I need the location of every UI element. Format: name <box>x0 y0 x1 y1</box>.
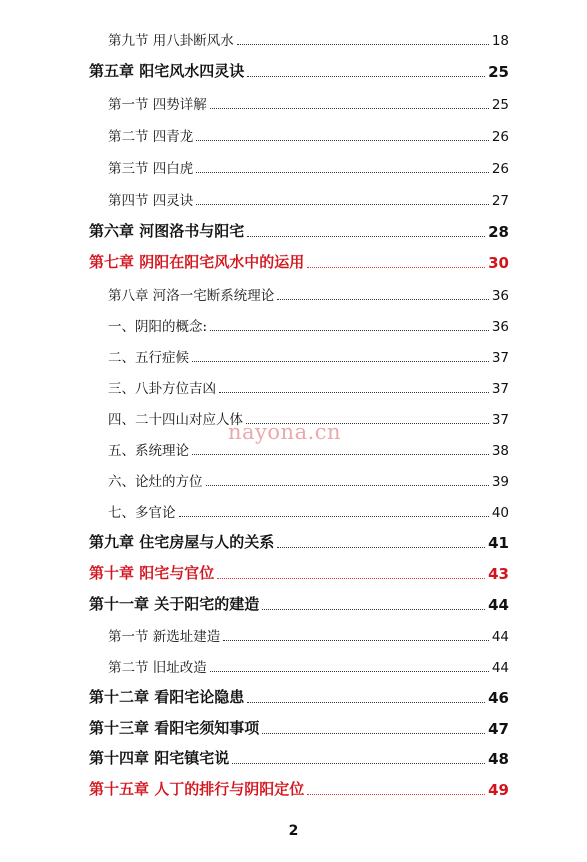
toc-entry-page: 38 <box>491 443 509 459</box>
toc-entry-title: 第四节 四灵诀 <box>108 193 194 209</box>
toc-entry-page: 26 <box>491 129 509 145</box>
toc-entry[interactable] <box>89 685 509 707</box>
dot-leader <box>196 172 489 173</box>
toc-entry[interactable] <box>108 282 509 304</box>
toc-entry[interactable] <box>89 592 509 614</box>
toc-entry-page: 25 <box>491 97 509 113</box>
watermark: nayona.cn <box>228 420 342 444</box>
toc-entry[interactable] <box>89 716 509 738</box>
toc-entry[interactable] <box>89 777 509 799</box>
dot-leader <box>192 454 489 455</box>
toc-entry-title: 第十四章 阳宅镇宅说 <box>89 749 230 767</box>
dot-leader <box>210 671 489 672</box>
toc-entry[interactable] <box>108 123 509 145</box>
toc-entry-page: 49 <box>488 781 509 799</box>
toc-entry-title: 第二节 四青龙 <box>108 129 194 145</box>
toc-entry[interactable] <box>89 530 509 552</box>
toc-entry-page: 28 <box>488 223 509 241</box>
toc-entry[interactable] <box>108 313 509 335</box>
toc-entry-title: 一、阴阳的概念: <box>108 319 208 335</box>
toc-entry-title: 二、五行症候 <box>108 350 189 366</box>
dot-leader <box>232 763 485 764</box>
toc-entry[interactable] <box>108 344 509 366</box>
toc-entry-title: 第一节 新选址建造 <box>108 629 221 645</box>
toc-entry[interactable] <box>89 219 509 241</box>
toc-entry[interactable] <box>89 561 509 583</box>
dot-leader <box>192 361 489 362</box>
toc-entry-page: 37 <box>491 412 509 428</box>
dot-leader <box>247 236 485 237</box>
toc-entry-title: 第十三章 看阳宅须知事项 <box>89 719 260 737</box>
toc-entry[interactable] <box>89 250 509 272</box>
toc-entry[interactable] <box>108 187 509 209</box>
page-number: 2 <box>288 823 299 839</box>
dot-leader <box>247 76 485 77</box>
dot-leader <box>262 733 485 734</box>
dot-leader <box>262 609 485 610</box>
toc-entry-title: 第七章 阴阳在阳宅风水中的运用 <box>89 253 305 271</box>
dot-leader <box>179 516 489 517</box>
toc-entry-title: 第二节 旧址改造 <box>108 660 207 676</box>
toc-entry-title: 五、系统理论 <box>108 443 189 459</box>
toc-entry-page: 36 <box>491 319 509 335</box>
toc-entry[interactable] <box>89 746 509 768</box>
toc-entry-title: 第十五章 人丁的排行与阴阳定位 <box>89 780 305 798</box>
dot-leader <box>277 547 485 548</box>
dot-leader <box>210 330 489 331</box>
toc-entry-title: 第九节 用八卦断风水 <box>108 33 234 49</box>
dot-leader <box>206 485 489 486</box>
toc-entry-page: 18 <box>491 33 509 49</box>
dot-leader <box>277 299 489 300</box>
toc-entry-title: 第十一章 关于阳宅的建造 <box>89 595 260 613</box>
toc-entry-page: 30 <box>488 254 509 272</box>
toc-entry[interactable] <box>108 155 509 177</box>
toc-entry-page: 39 <box>491 474 509 490</box>
toc-entry[interactable] <box>108 91 509 113</box>
toc-entry-page: 37 <box>491 350 509 366</box>
toc-entry-title: 第十二章 看阳宅论隐患 <box>89 688 245 706</box>
dot-leader <box>247 702 485 703</box>
dot-leader <box>219 392 489 393</box>
toc-entry[interactable] <box>108 27 509 49</box>
dot-leader <box>196 204 489 205</box>
toc-entry-page: 40 <box>491 505 509 521</box>
toc-entry-page: 25 <box>488 63 509 81</box>
toc-entry-page: 47 <box>488 720 509 738</box>
dot-leader <box>210 108 489 109</box>
toc-entry[interactable] <box>108 654 509 676</box>
toc-entry-page: 43 <box>488 565 509 583</box>
toc-entry-page: 26 <box>491 161 509 177</box>
toc-entry-title: 第九章 住宅房屋与人的关系 <box>89 533 275 551</box>
toc-entry-title: 七、多官论 <box>108 505 176 521</box>
toc-entry-page: 41 <box>488 534 509 552</box>
toc-entry-title: 第六章 河图洛书与阳宅 <box>89 222 245 240</box>
toc-entry[interactable] <box>108 375 509 397</box>
toc-entry-title: 六、论灶的方位 <box>108 474 203 490</box>
dot-leader <box>307 794 485 795</box>
toc-entry-page: 27 <box>491 193 509 209</box>
toc-entry-title: 四、二十四山对应人体 <box>108 412 243 428</box>
toc-entry[interactable] <box>108 499 509 521</box>
toc-entry-title: 三、八卦方位吉凶 <box>108 381 216 397</box>
toc-entry-title: 第八章 河洛一宅断系统理论 <box>108 288 275 304</box>
toc-entry-title: 第五章 阳宅风水四灵诀 <box>89 62 245 80</box>
toc-entry[interactable] <box>108 623 509 645</box>
toc-entry-page: 48 <box>488 750 509 768</box>
toc-entry[interactable] <box>89 59 509 81</box>
toc-entry-page: 44 <box>488 596 509 614</box>
dot-leader <box>196 140 489 141</box>
dot-leader <box>307 267 485 268</box>
toc-entry-title: 第三节 四白虎 <box>108 161 194 177</box>
toc-entry[interactable] <box>108 468 509 490</box>
toc-entry-page: 46 <box>488 689 509 707</box>
dot-leader <box>223 640 489 641</box>
toc-entry-page: 44 <box>491 660 509 676</box>
toc-entry-title: 第十章 阳宅与官位 <box>89 564 215 582</box>
toc-entry-page: 37 <box>491 381 509 397</box>
toc-entry-title: 第一节 四势详解 <box>108 97 207 113</box>
toc-entry-page: 36 <box>491 288 509 304</box>
dot-leader <box>237 44 489 45</box>
dot-leader <box>217 578 485 579</box>
toc-entry-page: 44 <box>491 629 509 645</box>
